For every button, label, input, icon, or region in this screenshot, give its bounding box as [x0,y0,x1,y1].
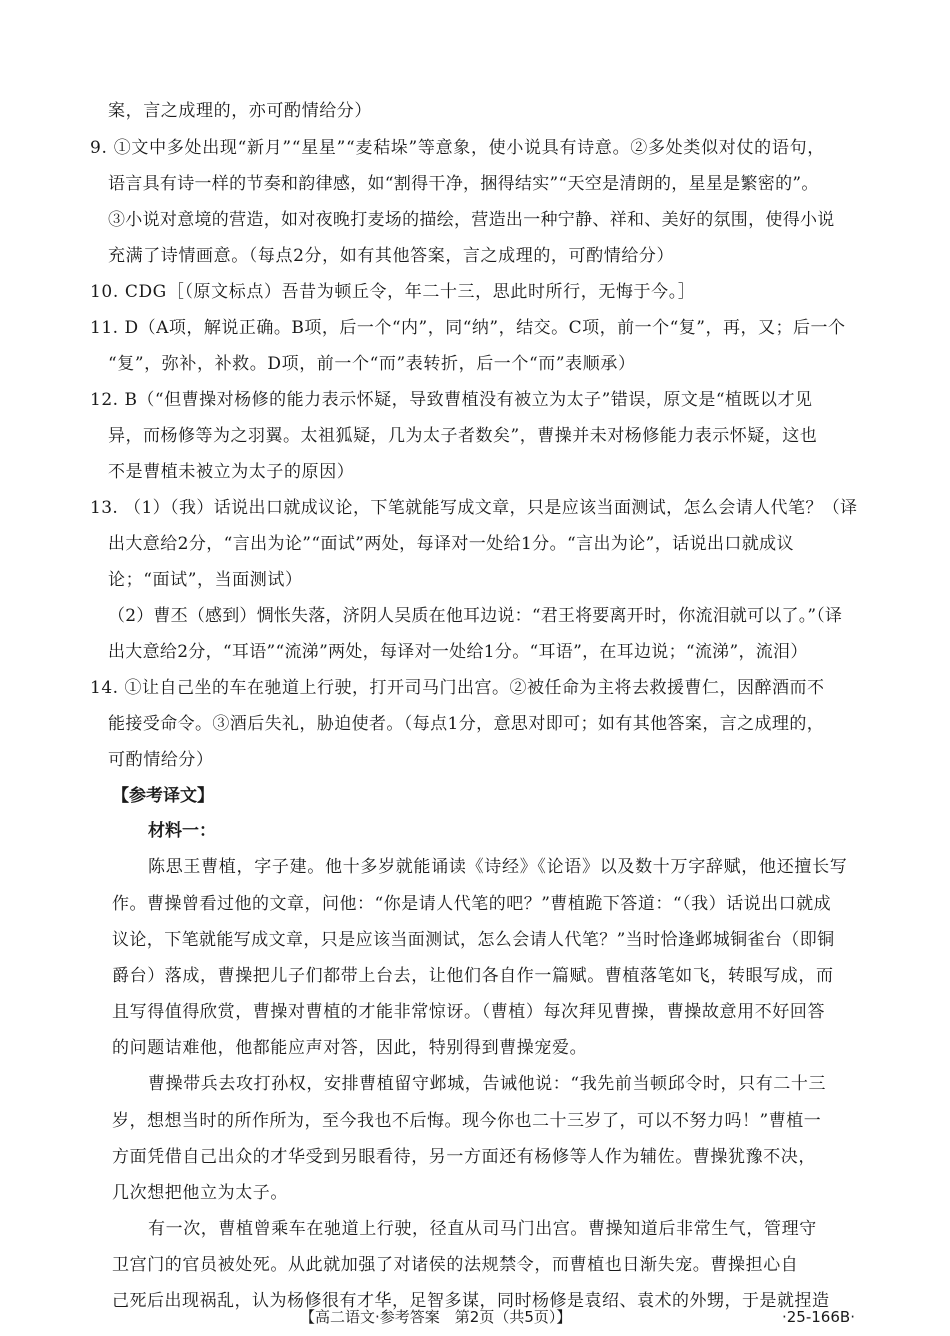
text-line: （2）曹丕（感到）惆怅失落，济阴人吴质在他耳边说：“君王将要离开时，你流泪就可以了。”（译 [108,606,843,626]
text-line: 曹操带兵去攻打孙权，安排曹植留守邺城，告诫他说：“我先前当顿邱令时，只有二十三 [148,1074,827,1094]
text-line: 13. （1）（我）话说出口就成议论，下笔就能写成文章，只是应该当面测试，怎么会请人代笔？（译 [90,498,858,518]
text-line: 10. CDG［（原文标点）吾昔为顿丘令，年二十三，思此时所行，无悔于今。］ [90,282,696,302]
text-line: 且写得值得欣赏，曹操对曹植的才能非常惊讶。（曹植）每次拜见曹操，曹操故意用不好回答 [112,1002,826,1022]
text-line: 案，言之成理的，亦可酌情给分） [108,101,372,121]
text-line: 岁，想想当时的所作所为，至今我也不后悔。现今你也二十三岁了，可以不努力吗！”曹植一 [112,1111,822,1131]
text-line: 的问题诘难他，他都能应声对答，因此，特别得到曹操宠爱。 [112,1038,588,1058]
text-line: 异，而杨修等为之羽翼。太祖狐疑，几为太子者数矣”，曹操并未对杨修能力表示怀疑，这也 [108,426,818,446]
text-line: 有一次，曹植曾乘车在驰道上行驶，径直从司马门出宫。曹操知道后非常生气，管理守 [148,1219,817,1239]
text-line: 出大意给2分，“言出为论”“面试”两处，每译对一处给1分。“言出为论”，话说出口就成议 [108,534,794,554]
text-line: 不是曹植未被立为太子的原因） [108,462,355,482]
text-line: 充满了诗情画意。（每点2分，如有其他答案，言之成理的，可酌情给分） [108,246,675,266]
text-line: 11. D（A项，解说正确。B项，后一个“内”，同“纳”，结交。C项，前一个“复”，再，又；后一个 [90,318,846,338]
text-line: 几次想把他立为太子。 [112,1183,288,1203]
text-line: “复”，弥补，补救。D项，前一个“而”表转折，后一个“而”表顺承） [108,354,636,374]
text-line: 方面凭借自己出众的才华受到另眼看待，另一方面还有杨修等人作为辅佐。曹操犹豫不决， [112,1147,816,1167]
document-code: ·25-166B· [782,1308,855,1326]
text-line: ③小说对意境的营造，如对夜晚打麦场的描绘，营造出一种宁静、祥和、美好的氛围，使得小说 [108,210,835,230]
text-line: 出大意给2分，“耳语”“流涕”两处，每译对一处给1分。“耳语”，在耳边说；“流涕”，流泪） [108,642,808,662]
section-heading: 【参考译文】 [112,786,214,806]
material-heading: 材料一： [148,821,216,841]
text-line: 12. B（“但曹操对杨修的能力表示怀疑，导致曹植没有被立为太子”错误，原文是“植既以才见 [90,390,813,410]
text-line: 14. ①让自己坐的车在驰道上行驶，打开司马门出宫。②被任命为主将去救援曹仁，因醉酒而不 [90,678,825,698]
text-line: 爵台）落成，曹操把儿子们都带上台去，让他们各自作一篇赋。曹植落笔如飞，转眼写成，而 [112,966,834,986]
text-line: 9. ①文中多处出现“新月”“星星”“麦秸垛”等意象，使小说具有诗意。②多处类似对仗的语句， [90,138,825,158]
text-line: 议论，下笔就能写成文章，只是应该当面测试，怎么会请人代笔？”当时恰逢邺城铜雀台（即铜 [112,930,835,950]
text-line: 陈思王曹植，字子建。他十多岁就能诵读《诗经》《论语》以及数十万字辞赋，他还擅长写 [148,857,848,877]
text-line: 可酌情给分） [108,750,214,770]
text-line: 能接受命令。③酒后失礼，胁迫使者。（每点1分，意思对即可；如有其他答案，言之成理的， [108,714,825,734]
text-line: 卫宫门的官员被处死。从此就加强了对诸侯的法规禁令，而曹植也日渐失宠。曹操担心自 [112,1255,799,1275]
text-line: 论；“面试”，当面测试） [108,570,303,590]
text-line: 语言具有诗一样的节奏和韵律感，如“割得干净，捆得结实”“天空是清朗的，星星是繁密的”。 [108,174,819,194]
text-line: 己死后出现祸乱，认为杨修很有才华，足智多谋，同时杨修是袁绍、袁术的外甥，于是就捏造 [112,1291,830,1311]
text-line: 作。曹操曾看过他的文章，问他：“你是请人代笔的吧？”曹植跪下答道：“（我）话说出口就成 [112,894,832,914]
page-footer: 【高二语文·参考答案 第2页（共5页）】 [300,1308,572,1326]
